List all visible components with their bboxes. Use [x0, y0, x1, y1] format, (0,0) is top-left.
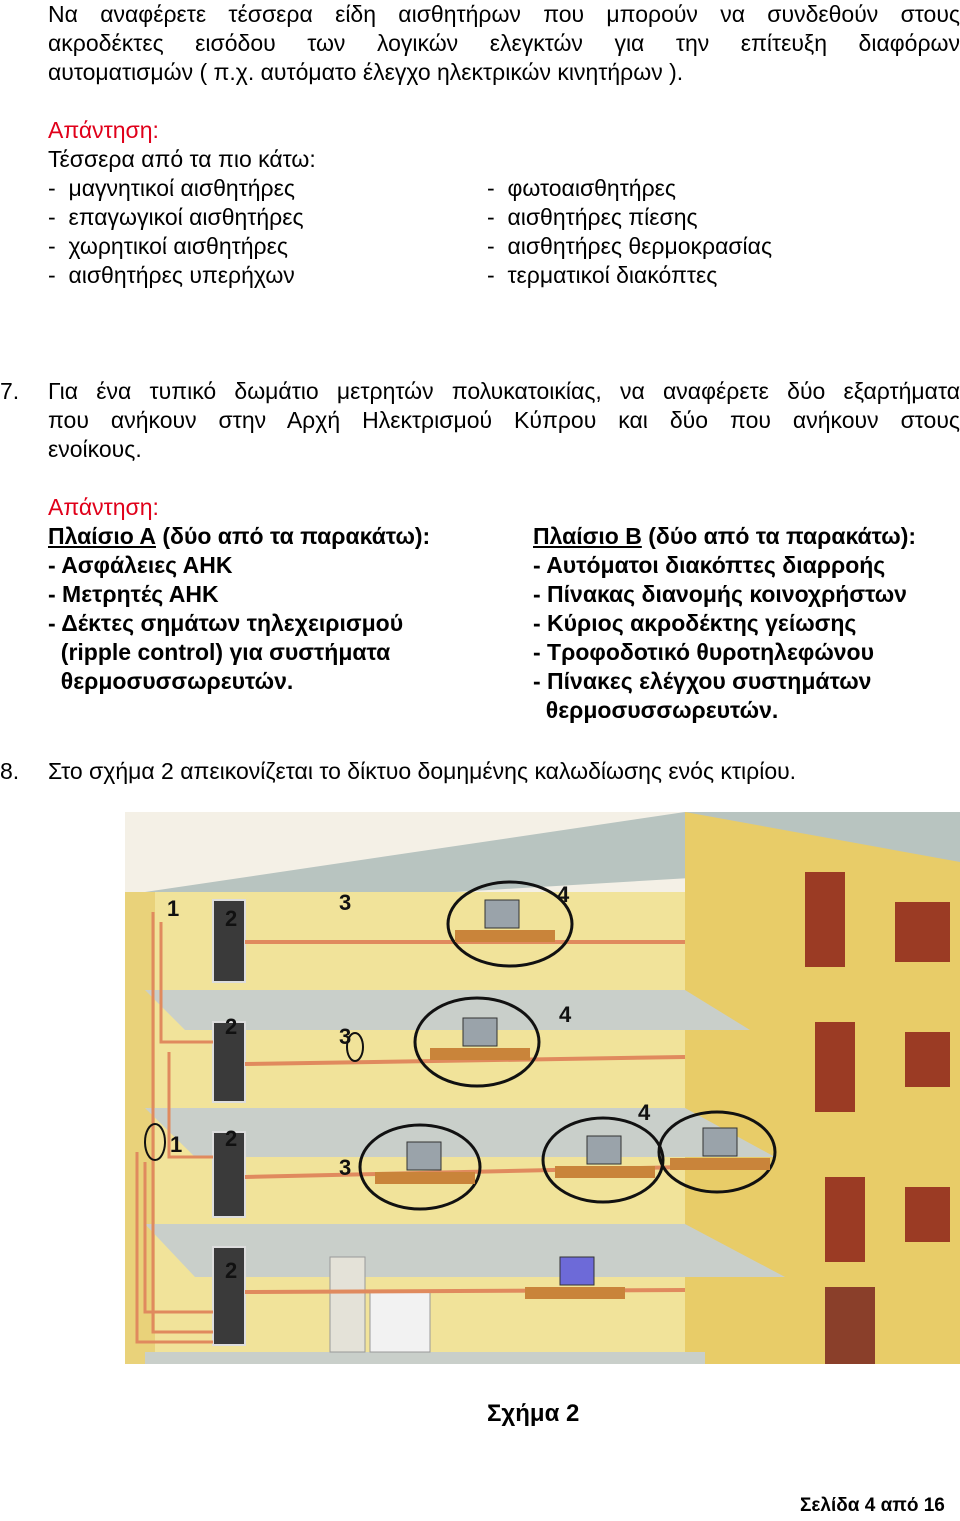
left-wall	[125, 892, 155, 1364]
computer-monitor	[485, 900, 519, 928]
box-b-title-underlined: Πλαίσιο Β	[533, 523, 642, 549]
q7-number: 7.	[0, 378, 20, 404]
intro-line-3: αυτοματισμών ( π.χ. αυτόματο έλεγχο ηλεκτρικών κινητήρων ).	[48, 59, 684, 85]
label-2: 2	[225, 906, 238, 931]
q8-text: Στο σχήμα 2 απεικονίζεται το δίκτυο δομημένης καλωδίωσης ενός κτιρίου.	[48, 758, 797, 784]
intro-line-2: ακροδέκτες εισόδου των λογικών ελεγκτών για την επίτευξη διαφόρων	[48, 30, 960, 56]
q7-line-2: που ανήκουν στην Αρχή Ηλεκτρισμού Κύπρου και δύο που ανήκουν στους	[48, 407, 960, 433]
computer-monitor	[407, 1142, 441, 1170]
window	[905, 1187, 950, 1242]
window	[895, 902, 950, 962]
answer1-left-item: - μαγνητικοί αισθητήρες	[48, 175, 295, 201]
computer-monitor	[703, 1128, 737, 1156]
desk	[455, 930, 555, 942]
label-4: 4	[557, 882, 570, 907]
page-footer: Σελίδα 4 από 16	[800, 1495, 945, 1516]
box-a-item: - Μετρητές ΑΗΚ	[48, 581, 219, 607]
label-4: 4	[559, 1002, 572, 1027]
cabinet	[330, 1257, 365, 1352]
label-1: 1	[167, 896, 180, 921]
q7-line-3: ενοίκους.	[48, 436, 142, 462]
answer1-right-item: - αισθητήρες θερμοκρασίας	[487, 233, 773, 259]
box-b-item: - Κύριος ακροδέκτης γείωσης	[533, 610, 857, 636]
box-a-item: (ripple control) για συστήματα	[48, 639, 391, 665]
box-a-title-underlined: Πλαίσιο Α	[48, 523, 156, 549]
building-cabling-figure	[125, 812, 960, 1364]
box-a-title	[48, 522, 430, 551]
q8-number: 8.	[0, 758, 20, 784]
label-1: 1	[170, 1132, 183, 1157]
cabinet	[370, 1292, 430, 1352]
label-3: 3	[339, 1155, 352, 1180]
box-b-item: θερμοσυσσωρευτών.	[533, 697, 779, 723]
computer-monitor	[587, 1136, 621, 1164]
desk	[670, 1158, 770, 1170]
desk	[430, 1048, 530, 1060]
answer-label-2: Απάντηση:	[48, 494, 159, 520]
box-b-title-rest: (δύο από τα παρακάτω):	[641, 523, 917, 549]
window	[805, 872, 845, 967]
box-b-item: - Πίνακας διανομής κοινοχρήστων	[533, 581, 907, 607]
ground-slab	[145, 1352, 705, 1364]
intro-line-1: Να αναφέρετε τέσσερα είδη αισθητήρων που μπορούν να συνδεθούν στους	[48, 1, 960, 27]
desk	[375, 1172, 475, 1184]
window	[815, 1022, 855, 1112]
label-2: 2	[225, 1126, 238, 1151]
label-2: 2	[225, 1258, 238, 1283]
label-3: 3	[339, 1024, 352, 1049]
answer1-left-item: - επαγωγικοί αισθητήρες	[48, 204, 304, 230]
answer1-left-item: - χωρητικοί αισθητήρες	[48, 233, 288, 259]
label-2: 2	[225, 1014, 238, 1039]
box-b-title	[533, 522, 916, 551]
answer1-left-item: - αισθητήρες υπερήχων	[48, 262, 295, 288]
box-a-item: θερμοσυσσωρευτών.	[48, 668, 294, 694]
window	[905, 1032, 950, 1087]
door	[825, 1287, 875, 1364]
label-4: 4	[638, 1100, 651, 1125]
box-a-title-rest: (δύο από τα παρακάτω):	[155, 523, 431, 549]
box-a-item: - Ασφάλειες ΑΗΚ	[48, 552, 233, 578]
label-3: 3	[339, 890, 352, 915]
desk	[525, 1287, 625, 1299]
computer-monitor	[463, 1018, 497, 1046]
answer1-right-item: - τερματικοί διακόπτες	[487, 262, 718, 288]
answer-label-1: Απάντηση:	[48, 117, 159, 143]
box-a-item: - Δέκτες σημάτων τηλεχειρισμού	[48, 610, 404, 636]
desk	[555, 1166, 655, 1178]
answer1-lead: Τέσσερα από τα πιο κάτω:	[48, 146, 316, 172]
box-b-item: - Τροφοδοτικό θυροτηλεφώνου	[533, 639, 874, 665]
figure-caption: Σχήμα 2	[487, 1400, 580, 1427]
box-b-item: - Αυτόματοι διακόπτες διαρροής	[533, 552, 886, 578]
answer1-right-item: - αισθητήρες πίεσης	[487, 204, 698, 230]
answer1-right-item: - φωτοαισθητήρες	[487, 175, 677, 201]
window	[825, 1177, 865, 1262]
box-b-item: - Πίνακες ελέγχου συστημάτων	[533, 668, 872, 694]
computer-monitor	[560, 1257, 594, 1285]
q7-line-1: Για ένα τυπικό δωμάτιο μετρητών πολυκατοικίας, να αναφέρετε δύο εξαρτήματα	[48, 378, 960, 404]
